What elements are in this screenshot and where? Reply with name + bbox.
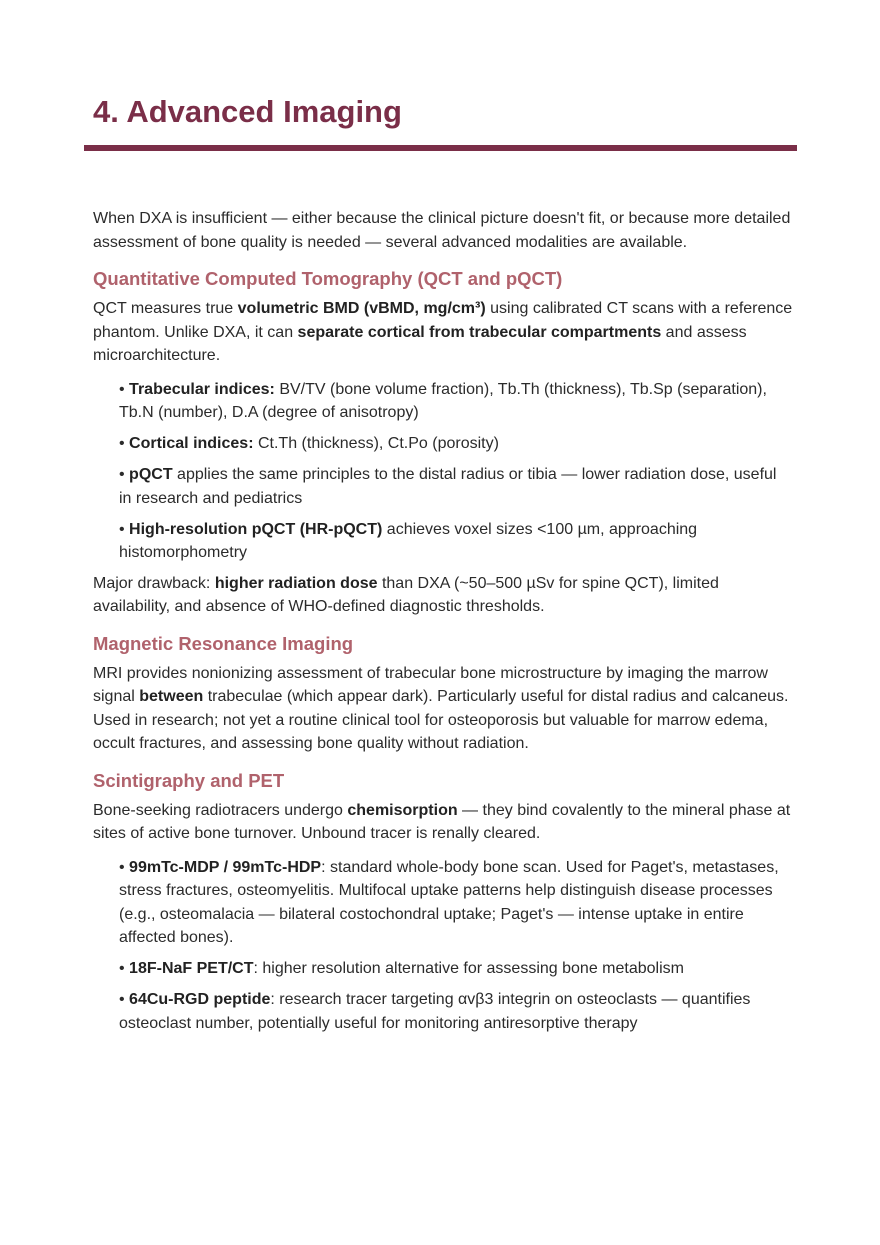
intro-paragraph: When DXA is insufficient — either because the clinical picture doesn't fit, or because more detailed assessment of bone quality is needed — several advanced modalities are available. [93,210,791,251]
bullet-text: applies the same principles to the distal radius or tibia — lower radiation dose, useful in research and pediatrics [119,466,777,507]
qct-text: QCT measures true [93,300,238,317]
mri-paragraph [93,662,793,756]
page-title: 4. Advanced Imaging [93,94,402,129]
bullet-bold: 99mTc-MDP / 99mTc-HDP [129,858,322,876]
mri-bold-between: between [139,688,204,705]
bullet-text: : research tracer targeting αvβ3 integrin on osteoclasts — quantifies osteoclast number, potentially useful for monitoring antiresorptive therapy [119,991,751,1032]
list-item: • 99mTc-MDP / 99mTc-HDP: standard whole-body bone scan. Used for Paget's, metastases, stress fractures, osteomyelitis. Multifocal uptake patterns help distinguish disease processes (e.g., osteomalacia — bilateral costochondral uptake; Paget's — intense uptake in entire affected bones). [119,858,779,946]
qct-paragraph [93,297,793,368]
pet-text: — they bind covalently to the mineral phase at sites of active bone turnover. Unbound tracer is renally cleared. [93,801,791,842]
qct-drawback-paragraph [93,572,793,619]
bullet-bold: 64Cu-RGD peptide [129,991,271,1008]
bullet-text: BV/TV (bone volume fraction), Tb.Th (thickness), Tb.Sp (separation), Tb.N (number), D.A (degree of anisotropy) [119,380,767,421]
drawback-bold: higher radiation dose [214,574,378,592]
bullet-bold: Trabecular indices: [129,380,275,398]
bullet-text: Ct.Th (thickness), Ct.Po (porosity) [253,435,499,452]
list-item: • 64Cu-RGD peptide: research tracer targeting αvβ3 integrin on osteoclasts — quantifies osteoclast number, potentially useful for monitoring antiresorptive therapy [119,991,751,1032]
mri-text: trabeculae (which appear dark). Particularly useful for distal radius and calcaneus. Used in research; not yet a routine clinical tool for osteoporosis but valuable for marrow edema, occult fractures, and assessing bone quality without radiation. [93,688,789,752]
pet-bullet-list [93,856,793,1036]
qct-bold-vbmd: volumetric BMD (vBMD, mg/cm³) [237,300,486,317]
list-item: • 18F-NaF PET/CT: higher resolution alternative for assessing bone metabolism [119,960,684,977]
bullet-bold: Cortical indices: [129,435,254,452]
title-divider [84,145,797,151]
list-item: • Trabecular indices: BV/TV (bone volume fraction), Tb.Th (thickness), Tb.Sp (separation), Tb.N (number), D.A (degree of anisotropy) [119,380,767,421]
section-heading-mri: Magnetic Resonance Imaging [93,632,354,654]
pet-paragraph [93,799,793,846]
document-page [93,92,793,1035]
pet-text: Bone-seeking radiotracers undergo [93,801,348,819]
drawback-text: Major drawback: [93,574,215,592]
bullet-bold: pQCT [129,466,173,483]
list-item: • pQCT applies the same principles to the distal radius or tibia — lower radiation dose, useful in research and pediatrics [119,466,777,507]
bullet-text: : standard whole-body bone scan. Used for Paget's, metastases, stress fractures, osteomyelitis. Multifocal uptake patterns help distinguish disease processes (e.g., osteomalacia — bilateral costochondral uptake; Paget's — intense uptake in entire affected bones). [119,858,779,946]
drawback-text: than DXA (~50–500 µSv for spine QCT), limited availability, and absence of WHO-defined diagnostic thresholds. [93,574,719,615]
pet-bold-chemisorption: chemisorption [347,801,458,819]
section-heading-qct: Quantitative Computed Tomography (QCT and pQCT) [93,268,563,289]
bullet-text: achieves voxel sizes <100 µm, approaching histomorphometry [119,520,698,561]
qct-text: using calibrated CT scans with a reference phantom. Unlike DXA, it can [93,300,793,341]
section-heading-pet: Scintigraphy and PET [93,769,285,791]
mri-text: MRI provides nonionizing assessment of trabecular bone microstructure by imaging the marrow signal [93,664,768,705]
list-item: • High-resolution pQCT (HR-pQCT) achieves voxel sizes <100 µm, approaching histomorphometry [119,520,698,561]
bullet-bold: 18F-NaF PET/CT [129,960,254,977]
qct-bullet-list [93,378,793,565]
list-item: • Cortical indices: Ct.Th (thickness), Ct.Po (porosity) [119,435,499,452]
qct-bold-compartments: separate cortical from trabecular compartments [297,323,662,341]
bullet-text: : higher resolution alternative for assessing bone metabolism [253,960,684,977]
bullet-bold: High-resolution pQCT (HR-pQCT) [129,520,383,538]
qct-text: and assess microarchitecture. [93,323,747,364]
